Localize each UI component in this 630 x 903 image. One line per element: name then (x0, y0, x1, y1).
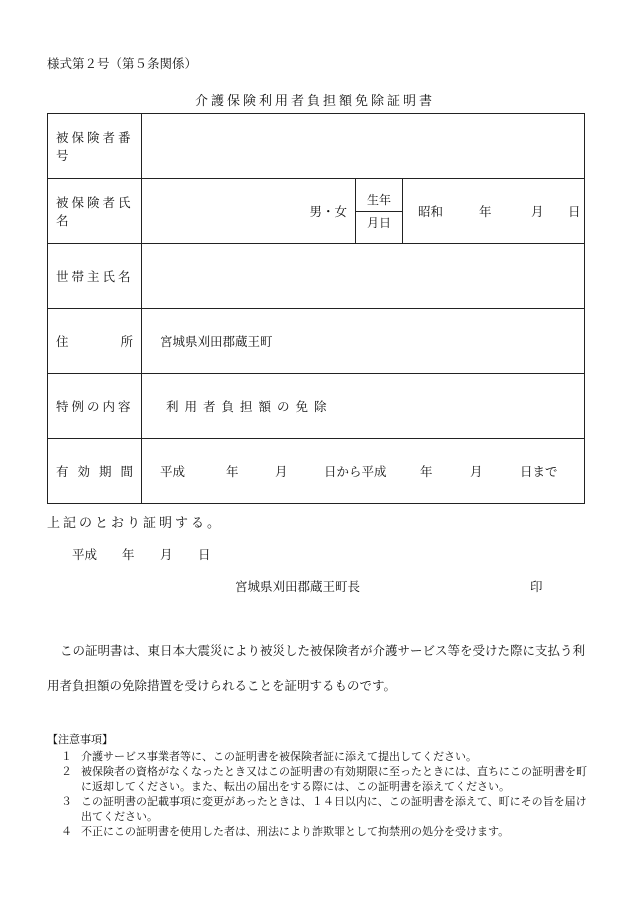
insured-name-label: 被保険者氏名 (48, 179, 142, 244)
special-case-label: 特例の内容 (48, 374, 142, 439)
birth-year-unit: 年 (479, 204, 492, 219)
period-start-era: 平成 (160, 464, 186, 479)
issue-date-month: 月 (160, 547, 173, 562)
sex-options[interactable]: 男・女 (309, 204, 347, 219)
issue-date-era: 平成 (72, 547, 98, 562)
insured-name-field[interactable] (142, 179, 356, 244)
notes-item-text: この証明書の記載事項に変更があったときは、１４日以内に、この証明書を添えて、町にその旨を届け出てください。 (81, 795, 587, 823)
row-address (48, 309, 585, 374)
notes-item-number: ２ (61, 765, 72, 778)
issuer-name: 宮城県刈田郡蔵王町長 (235, 579, 361, 594)
birthdate-label-bottom: 月日 (366, 215, 391, 230)
householder-label: 世帯主氏名 (48, 244, 142, 309)
row-householder (48, 244, 585, 309)
period-start-year: 年 (226, 464, 239, 479)
notes-item (61, 824, 595, 839)
birthdate-label (356, 179, 403, 244)
explanation-line-1: この証明書は、東日本大震災により被災した被保険者が介護サービス等を受けた際に支払う利 (60, 643, 586, 658)
birth-era: 昭和 (418, 204, 444, 219)
validity-label-char-3: 期 (98, 464, 112, 479)
notes-item-text: 介護サービス事業者等に、この証明書を被保険者証に添えて提出してください。 (81, 750, 477, 763)
notes-item-number: １ (61, 750, 72, 763)
validity-label-char-2: 効 (77, 464, 90, 479)
notes-section (47, 732, 595, 839)
row-special-case (48, 374, 585, 439)
notes-item-number: ３ (61, 795, 72, 808)
issue-date-year: 年 (122, 547, 135, 562)
notes-heading: 【注意事項】 (47, 733, 113, 746)
period-start-month: 月 (275, 464, 288, 479)
notes-item (61, 749, 595, 764)
birth-day-unit: 日 (568, 204, 581, 219)
address-value: 宮城県刈田郡蔵王町 (160, 334, 273, 349)
period-end-year: 年 (420, 464, 433, 479)
address-label-a: 住 (56, 334, 69, 349)
address-field[interactable] (142, 309, 585, 374)
certification-statement: 上記のとおり証明する。 (47, 516, 224, 531)
period-start-day-and-end-era: 日から平成 (324, 464, 387, 479)
birthdate-field[interactable] (403, 179, 585, 244)
insured-number-label: 被保険者番号 (48, 114, 142, 179)
issue-date-day: 日 (198, 547, 211, 562)
period-end-day: 日まで (520, 464, 558, 479)
address-label (48, 309, 142, 374)
validity-period-field[interactable] (142, 439, 585, 504)
certificate-table (47, 113, 585, 504)
notes-item-number: ４ (61, 825, 72, 838)
row-validity-period (48, 439, 585, 504)
notes-item-text: 不正にこの証明書を使用した者は、刑法により詐欺罪として拘禁刑の処分を受けます。 (81, 825, 510, 838)
birth-month-unit: 月 (531, 204, 544, 219)
period-end-month: 月 (470, 464, 483, 479)
special-case-value: 利用者負担額の免除 (142, 374, 585, 439)
validity-label-char-4: 間 (120, 464, 133, 479)
householder-field[interactable] (142, 244, 585, 309)
birthdate-label-top: 生年 (366, 192, 391, 207)
seal-mark: 印 (530, 579, 543, 594)
validity-label-char-1: 有 (56, 464, 69, 479)
form-number: 様式第２号（第５条関係） (47, 56, 198, 71)
validity-label (48, 439, 142, 504)
row-insured-name (48, 179, 585, 244)
notes-item (61, 764, 595, 794)
notes-item (61, 794, 595, 824)
document-title: 介護保険利用者負担額免除証明書 (194, 94, 435, 109)
explanation-line-2: 用者負担額の免除措置を受けられることを証明するものです。 (47, 678, 397, 693)
insured-number-field[interactable] (142, 114, 585, 179)
notes-item-text: 被保険者の資格がなくなったとき又はこの証明書の有効期限に至ったときには、直ちにこの証明書を町に返却してください。また、転出の届出をする際には、この証明書を添えてください。 (81, 765, 587, 793)
address-label-b: 所 (120, 334, 133, 349)
row-insured-number (48, 114, 585, 179)
